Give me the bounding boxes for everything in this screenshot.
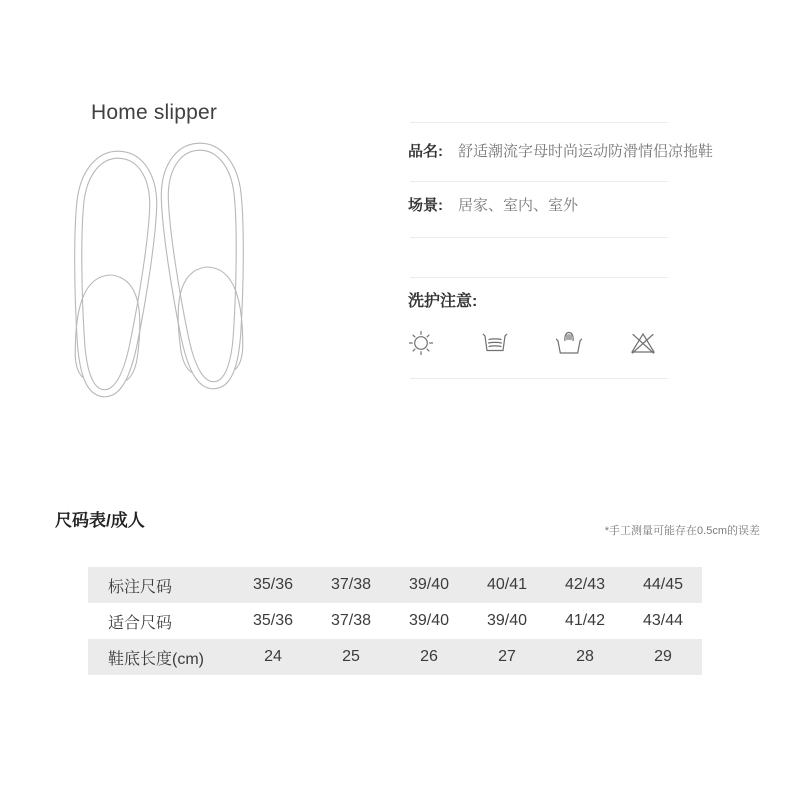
page-title: Home slipper xyxy=(91,101,218,124)
row-label: 适合尺码 xyxy=(108,614,173,632)
right-slipper xyxy=(157,140,252,391)
cell: 40/41 xyxy=(486,576,528,593)
cell: 27 xyxy=(498,648,516,665)
product-name-row xyxy=(408,141,713,163)
cell: 43/44 xyxy=(642,612,684,629)
cell: 42/43 xyxy=(564,576,606,593)
cell: 29 xyxy=(654,648,672,665)
scene-row xyxy=(408,195,578,217)
product-info-panel xyxy=(408,122,760,382)
divider xyxy=(410,277,668,278)
gentle-wash-icon xyxy=(480,328,510,358)
cell: 26 xyxy=(420,648,438,665)
row-label: 鞋底长度(cm) xyxy=(108,650,204,668)
cell: 39/40 xyxy=(486,612,528,629)
cell: 37/38 xyxy=(330,612,372,629)
left-slipper xyxy=(63,148,160,399)
table-row-fit-size xyxy=(88,603,702,639)
cell: 44/45 xyxy=(642,576,684,593)
divider xyxy=(410,181,668,182)
measurement-footnote: *手工测量可能存在0.5cm的误差 xyxy=(604,525,760,537)
cell: 25 xyxy=(342,648,360,665)
product-name-label: 品名: xyxy=(408,143,443,160)
row-label: 标注尺码 xyxy=(108,578,173,596)
hand-wash-icon xyxy=(554,328,584,358)
cell: 37/38 xyxy=(330,576,372,593)
size-chart-table xyxy=(88,567,702,675)
cell: 24 xyxy=(264,648,282,665)
scene-label: 场景: xyxy=(408,197,443,214)
cell: 28 xyxy=(576,648,594,665)
scene-value: 居家、室内、室外 xyxy=(458,197,579,214)
slippers-line-drawing xyxy=(62,139,252,404)
table-row-marked-size xyxy=(88,567,702,603)
cell: 35/36 xyxy=(252,612,294,629)
divider xyxy=(410,122,668,123)
cell: 35/36 xyxy=(252,576,294,593)
product-name-value: 舒适潮流字母时尚运动防滑情侣凉拖鞋 xyxy=(458,143,714,160)
cell: 39/40 xyxy=(408,576,450,593)
cell: 41/42 xyxy=(564,612,606,629)
table-row-sole-length xyxy=(88,639,702,675)
divider xyxy=(410,378,668,379)
sun-dry-icon xyxy=(406,328,436,358)
care-title: 洗护注意: xyxy=(408,293,478,310)
divider xyxy=(410,237,668,238)
no-bleach-icon xyxy=(628,328,658,358)
size-chart-title: 尺码表/成人 xyxy=(55,511,145,530)
care-icons-row xyxy=(406,328,658,358)
cell: 39/40 xyxy=(408,612,450,629)
